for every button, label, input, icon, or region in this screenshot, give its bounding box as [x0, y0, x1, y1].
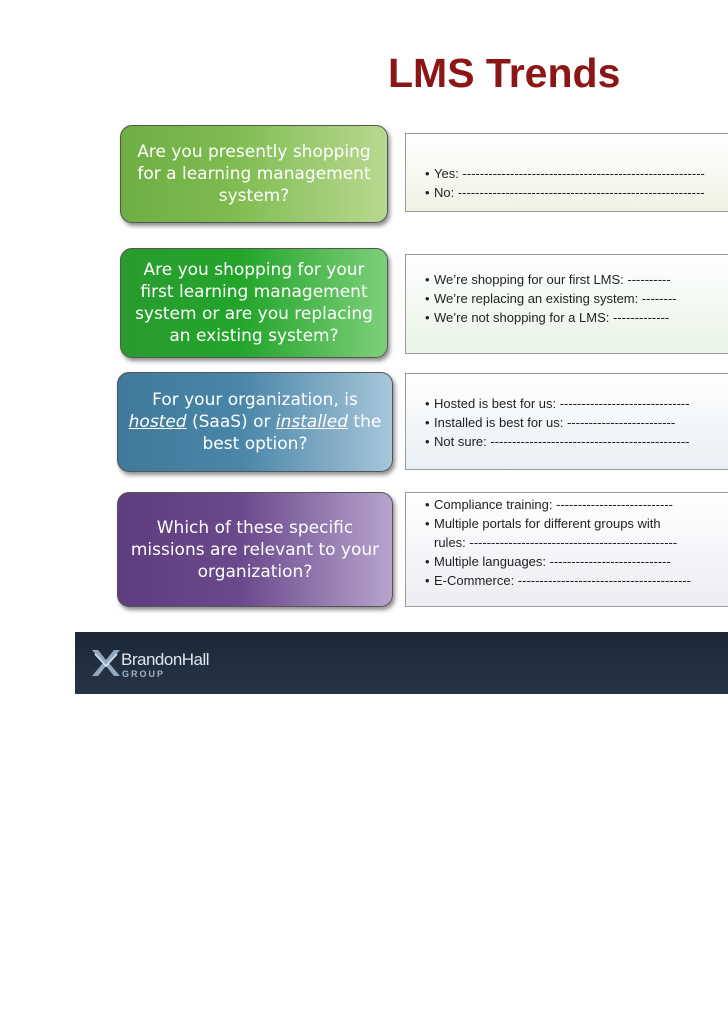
question-text: Are you presently shopping for a learning management system?	[137, 142, 371, 206]
answer-item: • No: ---------------------------------------------------------	[425, 183, 728, 202]
answer-item: • We’re replacing an existing system: --------	[425, 289, 728, 308]
answer-item: • Compliance training: ---------------------------	[425, 495, 728, 514]
question-box-first-or-replace	[120, 248, 388, 358]
answer-item: • Multiple languages: ----------------------------	[425, 552, 728, 571]
question-text-mid: (SaaS) or	[186, 412, 276, 432]
question-text-post: the best option?	[202, 412, 382, 454]
brand-sub: GROUP	[122, 669, 166, 679]
question-box-missions	[117, 492, 393, 607]
answer-box-first-or-replace	[405, 254, 728, 354]
footer-banner	[75, 632, 728, 694]
question-text: Are you shopping for your first learning management system or are you replacing an existing system?	[135, 260, 373, 346]
answer-box-hosted-installed	[405, 373, 728, 470]
installed-word: installed	[275, 412, 349, 432]
question-box-shopping	[120, 125, 388, 223]
question-text: Which of these specific missions are relevant to your organization?	[130, 517, 380, 582]
question-text-pre: For your organization, is	[152, 390, 358, 410]
answer-box-shopping	[405, 133, 728, 212]
brandon-hall-x-logo-icon	[89, 646, 123, 680]
answer-item: • We’re shopping for our first LMS: ----------	[425, 270, 728, 289]
answer-item: • Installed is best for us: -------------------------	[425, 413, 728, 432]
answer-item: • We’re not shopping for a LMS: -------------	[425, 308, 728, 327]
hosted-word: hosted	[128, 412, 187, 432]
answer-item: • Multiple portals for different groups with	[425, 514, 728, 533]
answer-item: • E-Commerce: ----------------------------------------	[425, 571, 728, 590]
answer-item-continuation: rules: ------------------------------------------------	[434, 535, 678, 550]
page-title: LMS Trends	[388, 50, 621, 96]
brand-name: BrandonHall	[121, 650, 210, 669]
answer-box-missions	[405, 492, 728, 607]
question-box-hosted-installed	[117, 372, 393, 472]
answer-item: • Hosted is best for us: ------------------------------	[425, 394, 728, 413]
answer-item: • Not sure: ----------------------------------------------	[425, 432, 728, 451]
answer-item: • Yes: --------------------------------------------------------	[425, 164, 728, 183]
question-text	[122, 389, 388, 455]
